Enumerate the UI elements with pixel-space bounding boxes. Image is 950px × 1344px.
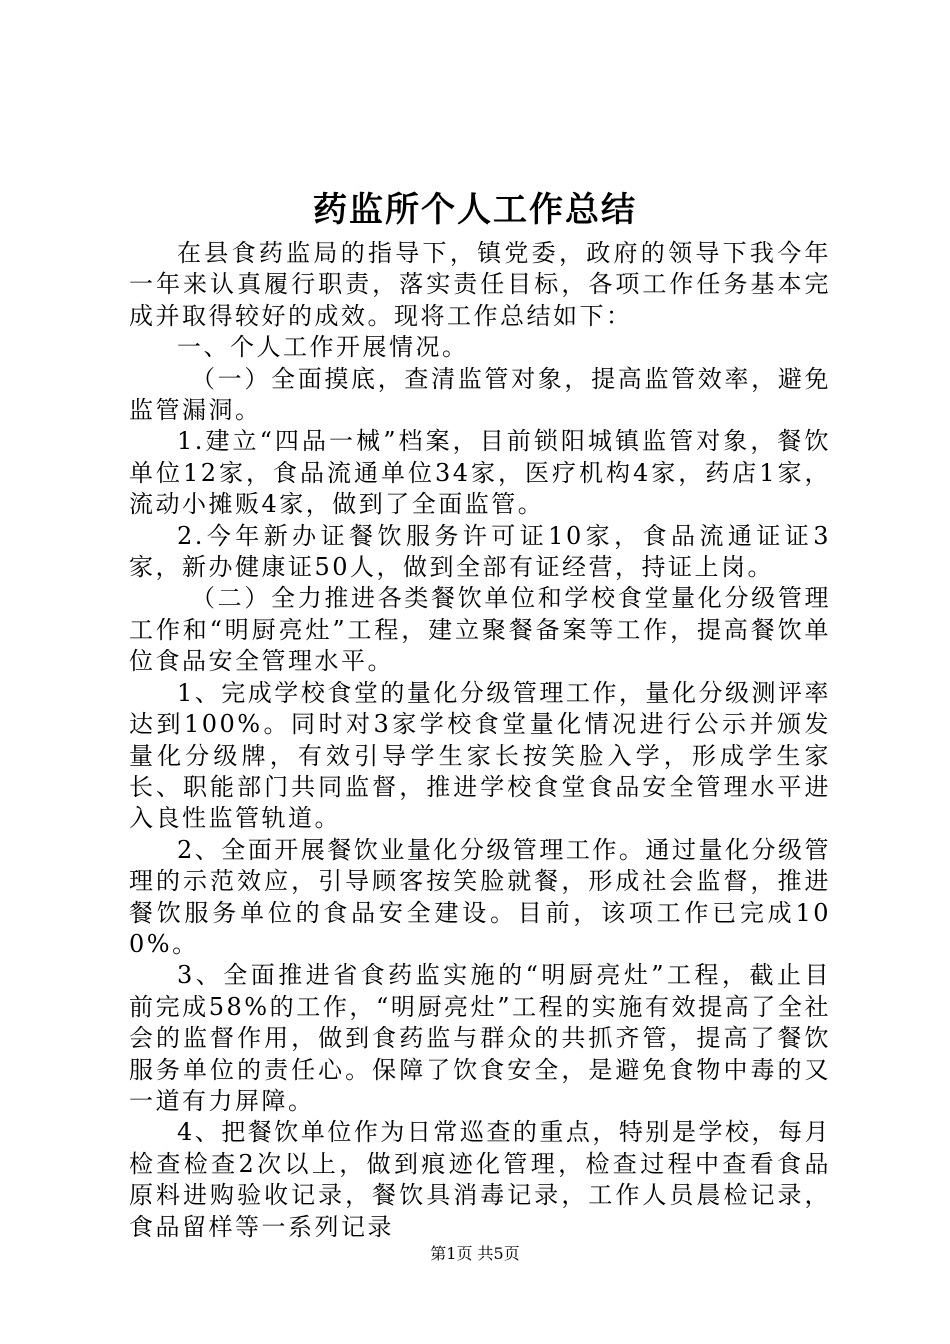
body-paragraph: 3、全面推进省食药监实施的“明厨亮灶”工程，截止目前完成58%的工作，“明厨亮灶”工程的实施有效提高了全社会的监督作用，做到食药监与群众的共抓齐管，提高了餐饮服务单位的责任心。保障了饮食安全，是避免食物中毒的又一道有力屏障。: [129, 961, 831, 1115]
document-title: 药监所个人工作总结: [313, 190, 637, 230]
body-paragraph: 4、把餐饮单位作为日常巡查的重点，特别是学校，每月检查检查2次以上，做到痕迹化管理，检查过程中查看食品原料进购验收记录，餐饮具消毒记录，工作人员晨检记录，食品留样等一系列记录: [129, 1118, 831, 1241]
subsection-heading: （二）全力推进各类餐饮单位和学校食堂量化分级管理工作和“明厨亮灶”工程，建立聚餐备案等工作，提高餐饮单位食品安全管理水平。: [129, 584, 831, 676]
subsection-heading: （一）全面摸底，查清监管对象，提高监管效率，避免监管漏洞。: [129, 364, 831, 425]
body-paragraph: 1.建立“四品一械”档案，目前锁阳城镇监管对象，餐饮单位12家，食品流通单位34家，医疗机构4家，药店1家，流动小摊贩4家，做到了全面监管。: [129, 427, 831, 519]
body-paragraph: 2、全面开展餐饮业量化分级管理工作。通过量化分级管理的示范效应，引导顾客按笑脸就餐，形成社会监督，推进餐饮服务单位的食品安全建设。目前，该项工作已完成100%。: [129, 835, 831, 958]
body-paragraph: 2.今年新办证餐饮服务许可证10家，食品流通证证3家，新办健康证50人，做到全部有证经营，持证上岗。: [129, 521, 831, 582]
page-number-footer: 第1页 共5页: [430, 1244, 520, 1263]
document-body: [129, 238, 831, 1243]
intro-paragraph: 在县食药监局的指导下，镇党委，政府的领导下我今年一年来认真履行职责，落实责任目标，各项工作任务基本完成并取得较好的成效。现将工作总结如下：: [129, 239, 831, 330]
section-heading: 一、个人工作开展情况。: [177, 333, 469, 362]
body-paragraph: 1、完成学校食堂的量化分级管理工作，量化分级测评率达到100%。同时对3家学校食堂量化情况进行公示并颁发量化分级牌，有效引导学生家长按笑脸入学，形成学生家长、职能部门共同监督，推进学校食堂食品安全管理水平进入良性监管轨道。: [129, 678, 831, 833]
